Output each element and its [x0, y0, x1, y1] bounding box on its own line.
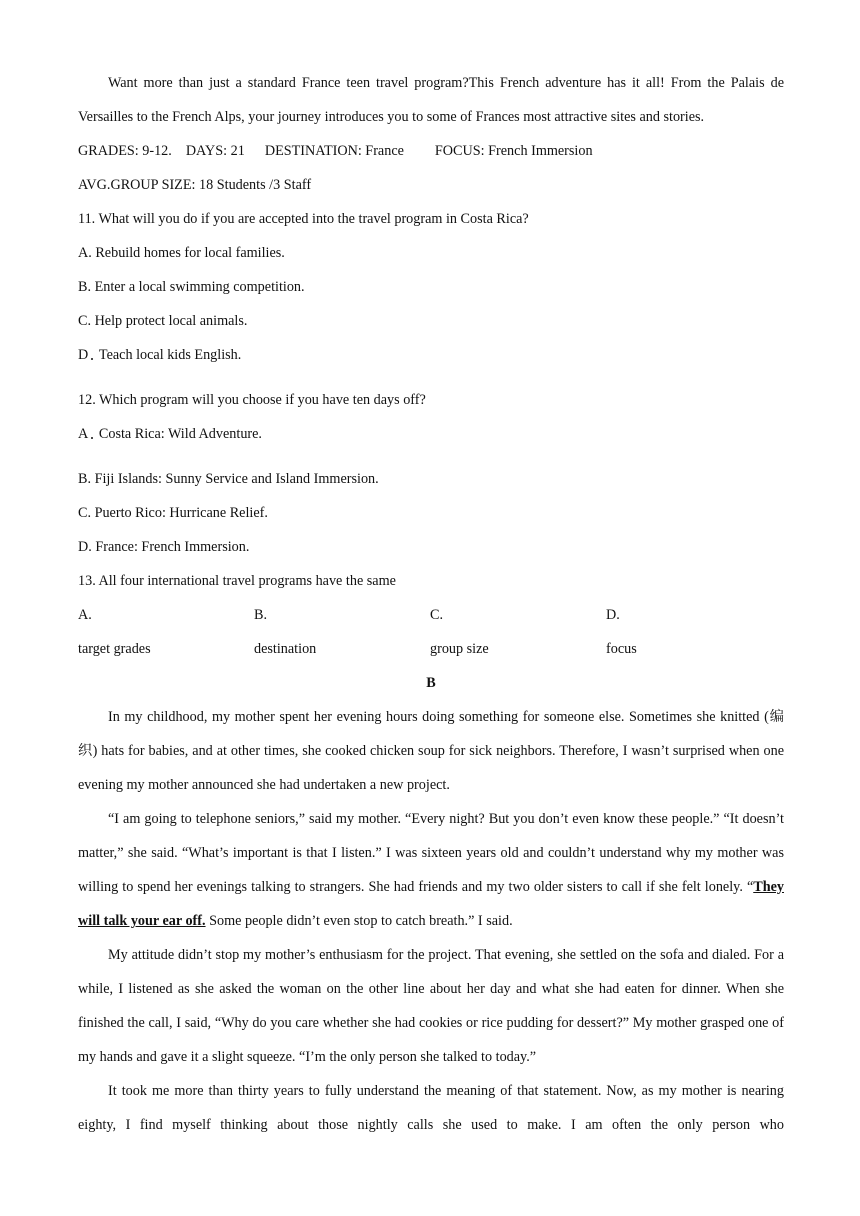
intro-paragraph: Want more than just a standard France teen travel program?This French adventure has it all! From the Palais de Versailles to the French Alps, your journey introduces you to some of Frances most attractive sites and stories. — [78, 75, 784, 125]
question-stem: 13. All four international travel programs have the same — [78, 573, 396, 589]
document-page — [78, 66, 784, 1142]
program-facts-line — [78, 134, 784, 168]
question-option — [78, 496, 784, 530]
question-option — [78, 338, 784, 372]
question-option — [606, 598, 782, 666]
underlined-phrase: They will talk your ear off. — [78, 879, 784, 929]
question-option — [78, 530, 784, 564]
option-letter: C. — [78, 313, 92, 329]
option-text: Teach local kids English. — [98, 347, 242, 363]
option-text: Costa Rica: Wild Adventure. — [98, 426, 262, 442]
option-letter: B. — [78, 471, 92, 487]
question-option — [78, 417, 784, 451]
option-letter: D. — [606, 607, 620, 623]
question-option — [78, 304, 784, 338]
paragraph-text: Some people didn’t even stop to catch breath.” I said. — [205, 913, 513, 929]
option-letter: B. — [254, 607, 268, 623]
option-text: group size — [430, 641, 489, 657]
stray-dot-mark — [91, 437, 93, 439]
question-option — [254, 598, 430, 666]
question-option — [78, 270, 784, 304]
grades-text: GRADES: 9-12. — [78, 143, 172, 159]
question-option — [430, 598, 606, 666]
option-letter: D. — [78, 539, 92, 555]
option-text: France: French Immersion. — [95, 539, 250, 555]
question-option — [78, 462, 784, 496]
passage-paragraph: In my childhood, my mother spent her evening hours doing something for someone else. Sometimes she knitted (编织) hats for babies, and at other times, she cooked chicken soup for sick neighbors. Therefore, I wasn’t surprised when one evening my mother announced she had undertaken a new project. — [78, 709, 784, 793]
option-text: focus — [606, 641, 637, 657]
stray-dot-mark — [91, 358, 93, 360]
option-letter: A — [78, 426, 89, 442]
passage-paragraph: It took me more than thirty years to fully understand the meaning of that statement. Now, as my mother is nearing eighty, I find myself thinking about those nightly calls she used to make. I am often the only person who — [78, 1083, 784, 1133]
passage-paragraph: My attitude didn’t stop my mother’s enthusiasm for the project. That evening, she settled on the sofa and dialed. For a while, I listened as she asked the woman on the other line about her day and what she had eaten for dinner. When she finished the call, I said, “Why do you care whether she had cookies or rice pudding for dessert?” My mother grasped one of my hands and gave it a slight squeeze. “I’m the only person she talked to today.” — [78, 947, 784, 1065]
passage-paragraph — [78, 802, 784, 938]
question-option — [78, 236, 784, 270]
option-text: Fiji Islands: Sunny Service and Island Immersion. — [94, 471, 379, 487]
group-size-text: AVG.GROUP SIZE: 18 Students /3 Staff — [78, 177, 312, 193]
option-text: destination — [254, 641, 317, 657]
option-letter: C. — [78, 505, 92, 521]
question-options-row — [78, 598, 784, 666]
option-letter: A. — [78, 245, 92, 261]
option-text: Puerto Rico: Hurricane Relief. — [94, 505, 268, 521]
option-text: Enter a local swimming competition. — [94, 279, 305, 295]
option-letter: C. — [430, 607, 444, 623]
option-letter: B. — [78, 279, 92, 295]
option-letter: A. — [78, 607, 92, 623]
destination-text: DESTINATION: France — [264, 143, 404, 159]
question-option — [78, 598, 254, 666]
days-text: DAYS: 21 — [185, 143, 245, 159]
option-text: target grades — [78, 641, 151, 657]
question-stem: 11. What will you do if you are accepted into the travel program in Costa Rica? — [78, 211, 529, 227]
question-stem: 12. Which program will you choose if you have ten days off? — [78, 392, 426, 408]
option-letter: D — [78, 347, 89, 363]
focus-text: FOCUS: French Immersion — [434, 143, 593, 159]
option-text: Help protect local animals. — [94, 313, 248, 329]
paragraph-text: “I am going to telephone seniors,” said my mother. “Every night? But you don’t even know these people.” “It doesn’t matter,” she said. “What’s important is that I listen.” I was sixteen years old and couldn’t understand why my mother was willing to spend her evenings talking to strangers. She had friends and my two older sisters to call if she felt lonely. “ — [78, 811, 784, 895]
section-heading: B — [426, 675, 436, 691]
option-text: Rebuild homes for local families. — [95, 245, 285, 261]
